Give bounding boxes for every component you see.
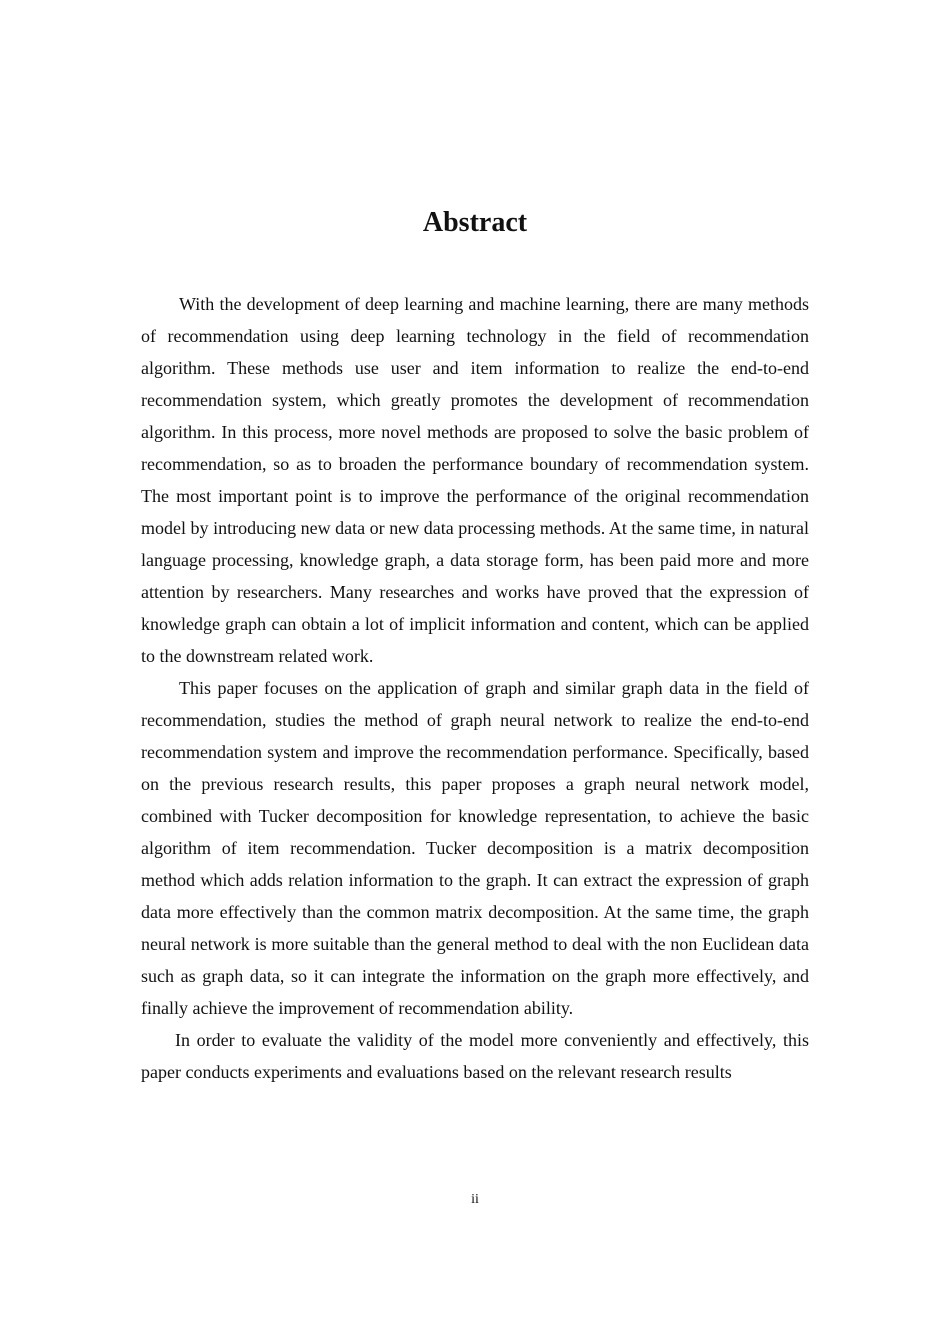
abstract-paragraph-3: In order to evaluate the validity of the model more conveniently and effectively, this paper conducts experiments and evaluations based on the relevant research results xyxy=(141,1030,809,1082)
abstract-paragraph-2: This paper focuses on the application of graph and similar graph data in the field of recommendation, studies the method of graph neural network to realize the end-to-end recommendation system and improve the recommendation performance. Specifically, based on the previous research results, this paper proposes a graph neural network model, combined with Tucker decomposition for knowledge representation, to achieve the basic algorithm of item recommendation. Tucker decomposition is a matrix decomposition method which adds relation information to the graph. It can extract the expression of graph data more effectively than the common matrix decomposition. At the same time, the graph neural network is more suitable than the general method to deal with the non Euclidean data such as graph data, so it can integrate the information on the graph more effectively, and finally achieve the improvement of recommendation ability. xyxy=(141,678,809,1018)
abstract-paragraph-1: With the development of deep learning and machine learning, there are many methods of recommendation using deep learning technology in the field of recommendation algorithm. These methods use user and item information to realize the end-to-end recommendation system, which greatly promotes the development of recommendation algorithm. In this process, more novel methods are proposed to solve the basic problem of recommendation, so as to broaden the performance boundary of recommendation system. The most important point is to improve the performance of the original recommendation model by introducing new data or new data processing methods. At the same time, in natural language processing, knowledge graph, a data storage form, has been paid more and more attention by researchers. Many researches and works have proved that the expression of knowledge graph can obtain a lot of implicit information and content, which can be applied to the downstream related work. xyxy=(141,294,809,666)
page-title: Abstract xyxy=(422,207,528,238)
abstract-body xyxy=(141,288,809,1088)
page-number: ii xyxy=(471,1192,479,1207)
